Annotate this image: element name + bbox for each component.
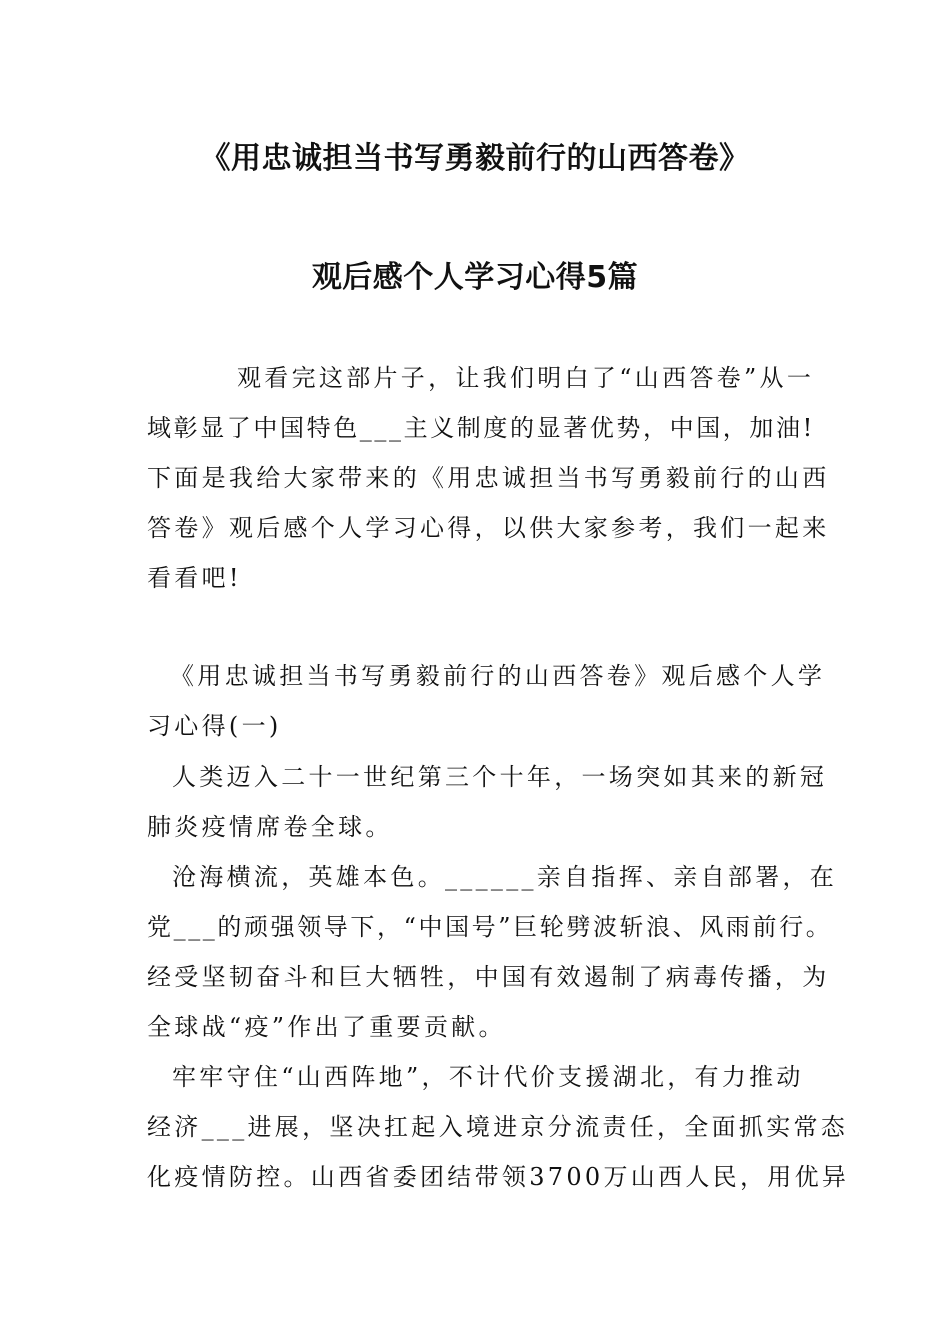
- document-title-line-1: 《用忠诚担当书写勇毅前行的山西答卷》: [200, 141, 750, 176]
- document-title-line-2: 观后感个人学习心得5篇: [311, 260, 639, 295]
- section-heading-line: 《用忠诚担当书写勇毅前行的山西答卷》观后感个人学: [170, 662, 826, 690]
- paragraph-line: 化疫情防控。山西省委团结带领3700万山西人民，用优异: [147, 1163, 850, 1191]
- paragraph-line: 全球战“疫”作出了重要贡献。: [147, 1013, 506, 1041]
- paragraph-line: 经济___进展，坚决扛起入境进京分流责任，全面抓实常态: [147, 1113, 849, 1141]
- paragraph-line: 肺炎疫情席卷全球。: [147, 813, 393, 841]
- section-heading-line: 习心得(一): [147, 712, 282, 740]
- paragraph-line: 下面是我给大家带来的《用忠诚担当书写勇毅前行的山西: [147, 464, 830, 492]
- paragraph-line: 党___的顽强领导下，“中国号”巨轮劈波斩浪、风雨前行。: [147, 913, 833, 941]
- paragraph-line: 看看吧!: [147, 564, 242, 592]
- paragraph-line: 域彰显了中国特色___主义制度的显著优势，中国，加油!: [147, 414, 815, 442]
- paragraph-line: 经受坚韧奋斗和巨大牺牲，中国有效遏制了病毒传播，为: [147, 963, 830, 991]
- paragraph-line: 牢牢守住“山西阵地”，不计代价支援湖北，有力推动: [172, 1063, 804, 1091]
- paragraph-line: 观看完这部片子，让我们明白了“山西答卷”从一: [237, 364, 815, 392]
- paragraph-line: 答卷》观后感个人学习心得，以供大家参考，我们一起来: [147, 514, 830, 542]
- paragraph-line: 人类迈入二十一世纪第三个十年，一场突如其来的新冠: [172, 763, 828, 791]
- paragraph-line: 沧海横流，英雄本色。______亲自指挥、亲自部署，在: [172, 863, 838, 891]
